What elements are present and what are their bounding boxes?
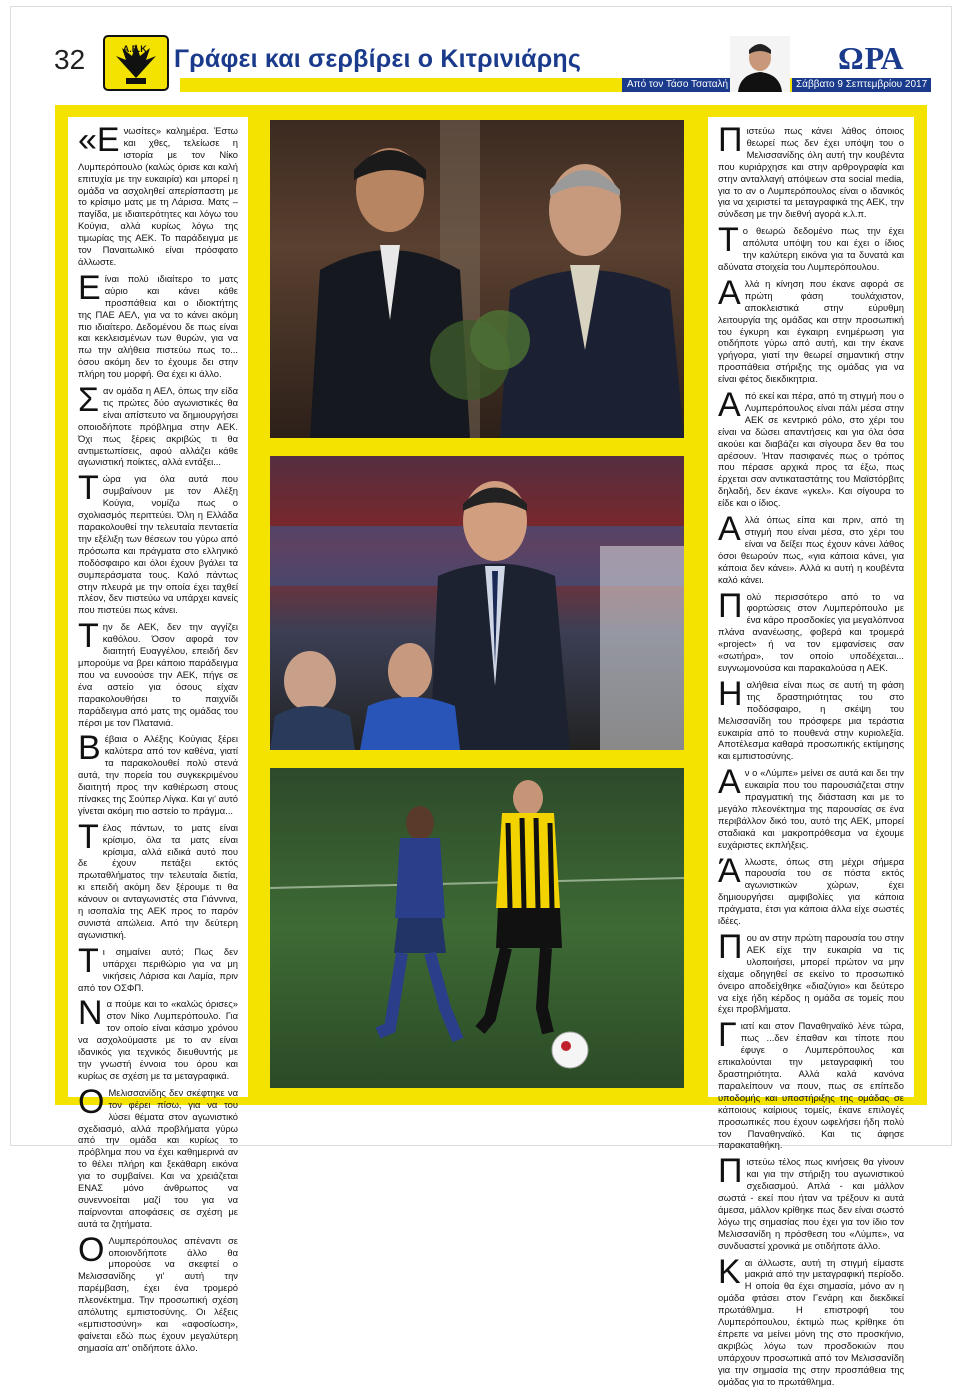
paragraph-text: αι άλλωστε, αυτή τη στιγμή είμαστε μακριά από την μεταγραφική περίοδο. Η οποία θα έχει σημασία, μόνο αν η ομάδα φτάσει στον Γενάρη και διεκδικεί πρωτάθλημα. Η επιστροφή του Λυμπερόπουλου, έκτιμώ πως κρίθηκε ότι έπρεπε να μείνει μόνη της στο προσκήνιο, ακριβώς λόγω των προσδοκιών που υπάρχουν προσωπικά από τον Μελισσανίδη για την σημασία της στην προσπάθεια της ομάδας για το πρωτάθλημα. [718,1256,904,1387]
aek-eagle-logo [104,36,168,90]
photo-football-match [270,768,684,1088]
paragraph-text: λλωστε, όπως στη μέχρι σήμερα παρουσία του σε πόστα εκτός αγωνιστικών χώρων, έχει δημιουργήσει αμφιβολίες για κάποια πράγματα, έτσι για κάποια άλλα είχε σωστές ιδέες. [718,855,904,927]
paragraph [718,1252,904,1388]
dropcap: Ά [718,851,741,890]
paragraph [718,586,904,674]
paragraph-text: αλήθεια είναι πως σε αυτή τη φάση της δραστηριότητας του στο ποδόσφαιρο, η σκέψη του Μελισσανίδη του πρόσφερε μια τεράστια ευκαιρία από το πουθενά στην κυριολεξία. Αποτέλεσμα καθαρά προσωπικής εκτίμησης και εμπιστοσύνης. [718,678,904,762]
paragraph-text: ιστεύω τέλος πως κινήσεις θα γίνουν και για την στήριξη του αγωνιστικού σχεδιασμού. Απλά - και μάλλον σωστά - εκεί που ήταν να τρέξουν κι αυτά άμεσα, μάλλον κρίθηκε πως δεν είναι σωστό λόγω της σημασίας που έχει για τον ίδιο τον Μελισσανίδη η πρόσθεση του «Λύμπε», να συνδυαστεί χρονικά με οτιδήποτε άλλο. [718,1156,904,1251]
dropcap: Π [718,586,743,625]
paragraph-text: ίναι πολύ ιδιαίτερο το ματς αύριο και κάνει κάθε προσπάθεια και ο ιδιοκτήτης της ΠΑΕ ΑΕΛ, για να το κάνει ακόμη πιο ιδιαίτερο. Δεδομένου δε πως είναι και κεκλεισμένων των θυρών, για να πω την αλήθεια πιστεύω πως το... όσου ακόμη δεν το έχουμε δει στην πλήρη του μορφή. Θα έχει κι άλλο. [78,272,238,380]
dropcap: Ο [78,1082,105,1121]
paragraph-text: έβαια ο Αλέξης Κούγιας ξέρει καλύτερα από τον καθένα, γιατί τα παρακολουθεί πολύ στενά αυτά, την πορεία του συγκεκριμένου διαιτητή προς την καθιέρωση στους πίνακες της Σούπερ Λίγκα. Και γι' αυτό γίνεται ακόμη πιο αστείο το πράγμα... [78,733,239,816]
dropcap: Ε [78,268,101,307]
newspaper-brand: ΩΡΑ [838,40,905,76]
paragraph [718,221,904,273]
publication-date: Σάββατο 9 Σεπτεμβρίου 2017 [792,78,931,92]
paragraph [78,994,238,1081]
dropcap: Α [718,510,741,549]
paragraph-text: λλά η κίνηση που έκανε αφορά σε πρώτη φάση τουλάχιστον, αποκλειστικά στην εύρυθμη λειτουργία της ομάδας και στην προσωπική του έγκυρη και έγκαιρη ενημέρωση για οτιδήποτε γύρω από αυτή, και την έκανε γρήγορα, γιατί την θεωρεί σημαντική στην προσπάθεια στήριξης της ομάδας για να είναι φέτος διεκδικητρια. [718,277,904,385]
paragraph-text: Μελισσανίδης δεν σκέφτηκε να τον φέρει πίσω, για να του λύσει θέματα στον αγωνιστικό σχεδιασμό, αλλά προβλήματα γύρω από την ομάδα και κυρίως το πρόβλημα που να έχει καθημερινά αν το θέλει πλήρη και ξεκάθαρη εικόνα για το συμβαίνει. Και να χρειάζεται ΕΝΑΣ μόνο άνθρωπος να συνεννοείται μαζί του για να παίρνονται αποφάσεις σε σχέση με αυτά τα ζητήματα. [78,1086,238,1229]
paragraph-text: ολύ περισσότερο από το να φορτώσεις στον Λυμπερόπουλο με ένα κάρο προσδοκίες για μεγαλόπνοα πλάνα ανανέωσης, φοβερά και τρομερά «project» ή να τον εμφανίσεις σαν «σωτήρα», τον οποίο υποδέχεται... ευγνωμονούσα και παρακαλούσα η ΑΕΚ. [718,590,904,673]
photo-stadium-art [270,456,684,750]
paragraph [718,1152,904,1251]
paragraph [718,1016,904,1151]
photo-football-art [270,768,684,1088]
paragraph-text: ην δε ΑΕΚ, δεν την αγγίζει καθόλου. Όσον αφορά τον διαιτητή Ευαγγέλου, επειδή δεν μπορούμε να βρει κάποιο παράδειγμα που να ευνοούσε την ΑΕΚ, πήγε σε ένα αστείο για όσους είχαν παρακολουθήσει το παιχνίδι παράδειγμα από ματς της ομάδας του πέρσι με τον Πλατανιά. [78,621,238,728]
dropcap: Γ [718,1016,737,1055]
dropcap: Τ [78,941,99,980]
paragraph-text: αν ομάδα η ΑΕΛ, όπως την είδα τις πρώτες δύο αγωνιστικές θα είναι απίστευτο να δημιουργήσει οποιοδήποτε πρόβλημα στην ΑΕΚ. Όχι πως ξέρεις ακριβώς τι θα αντιμετωπίσεις, αφού αλλάζει κάθε αγωνιστική ποίκτες, αλλά εντάξει... [78,385,238,468]
paragraph-text: λλά όπως είπα και πριν, από τη στιγμή που είναι μέσα, στο χέρι του είναι να δείξει πως έχουν κάνει λάθος όσοι θεωρούν πως, «για κάποια κάνει, για κάποια δεν κάνει». Αλλά κι αυτή η κουβέντα καλό κάνει. [718,514,904,585]
page-number: 32 [54,44,86,75]
photo-stadium-man [270,456,684,750]
dropcap: Α [718,273,741,312]
paragraph [78,817,238,941]
paragraph-text: α πούμε και το «καλώς όρισες» στον Νίκο Λυμπερόπουλο. Για τον οποίο είναι κάσιμο χρόνου να ασχολούμαστε με το αν είναι ιδανικός για τεχνικός διευθυντής με την γνωστή έννοια του όρου και κυρίως σε σχέση με τα μεταγραφικά. [78,998,238,1081]
aek-logo-text: Α.Ε.Κ. [122,44,150,54]
paragraph [78,1082,238,1230]
dropcap: Σ [78,381,100,420]
dropcap: Τ [78,469,99,508]
paragraph [78,617,238,728]
right-text-column [708,117,914,1387]
paragraph [78,941,238,994]
paragraph [78,1230,238,1354]
paragraph [78,381,238,468]
dropcap: Η [718,674,743,713]
paragraph [718,928,904,1015]
paragraph-text: ν ο «Λύμπε» μείνει σε αυτά και δει την ευκαιρία που του παρουσιάζεται στην πραγματική της διάσταση και με το μεγάλο πλεονέκτημα της παρουσίας σε ένα περιβάλλον δικό του, αυτό της ΑΕΚ, μπορεί σταδιακά και μακροπρόθεσμα να έχουμε ευχάριστες εκπλήξεις. [718,767,904,850]
paragraph-text: πό εκεί και πέρα, από τη στιγμή που ο Λυμπερόπουλος είναι πάλι μέσα στην ΑΕΚ σε κεντρικό ρόλο, στο χέρι του είναι να δώσει απαντήσεις και για όλα όσα ακούει και διαβάζει και σίγουρα δεν θα του αρέσουν. Ήταν πασιφανές πως ο τρόπος που πέρασε αρχικά προς τα έξω, πως έρχεται σαν αντικαταστάτης του Μαϊστόρβιτς δηλαδή, δεν έκανε «γκελ». Και σίγουρα το είδε και ο ίδιος. [718,390,904,509]
dropcap: Τ [78,617,99,656]
paragraph [718,851,904,927]
paragraph-text: νωσίτες» καλημέρα. Έστω και χθες, τελείωσε η ιστορία με τον Νίκο Λυμπερόπουλο (καλώς όρισε και καλή επιτυχία με την ευκαιρία) και μπορεί η ομάδα να ασχοληθεί απερίσπαστη με το κρίσιμο ματς με τη Λάρισα. Ματς – παγίδα, με ιδιαιτερότητες και λόγω του Κούγια, αλλά κυρίως λόγω της τιμωρίας της ΑΕΚ. Το παράδειγμα με τον Παναιτωλικό είναι πρόσφατο άλλωστε. [78,125,238,267]
paragraph [718,386,904,509]
paragraph-text: ιατί και στον Παναθηναϊκό λένε τώρα, πως ...δεν έπαθαν και τίποτε που έφυγε ο Λυμπερόπουλος και επικαλούνται την μεταγραφική του δραστηριότητα. Αλλά καλά κανόνα παραλείπουν να πουν, πως σε επίπεδο υποδομής και υποστήριξης της ομάδας σε κάποιους καίριους τομείς, έκανε επιλογές προσωπικές που έχουν ωφελήσει ήδη πολύ τον Παναθηναϊκό. Και τις άφησε παρακαταθήκη. [718,1020,904,1151]
paragraph-text: έλος πάντων, το ματς είναι κρίσιμο, όλα τα ματς είναι κρίσιμα, αλλά ειδικά αυτό που δε έχουν πετάξει εκτός πρωταθλήματος την τελευταία διετία, κι επειδή ακόμη δεν ξέρουμε τι θα κάνουν οι ανταγωνιστές στα Γιάννινα, η ισοπαλία της ΑΕΚ προς το παρόν συνιστά απώλεια. Από την δεύτερη αγωνιστική. [78,821,238,940]
article-headline: Γράφει και σερβίρει ο Κιτρινιάρης [174,45,582,73]
paragraph-text: Λυμπερόπουλος απέναντι σε οποιονδήποτε άλλο θα μπορούσε να σκεφτεί ο Μελισσανίδης γι' αυτή την παρέμβαση, έχει ένα τρομερό πλεονέκτημα. Την προσωπική σχέση απόλυτης εμπιστοσύνης. Οι λέξεις «εμπιστοσύνη» και «αφοσίωση», φαίνεται εδώ πως έχουν μεγαλύτερη σημασία απ' οτιδήποτε άλλο. [78,1234,238,1353]
paragraph [718,510,904,585]
dropcap: Τ [718,221,739,260]
dropcap: Ν [78,994,103,1033]
paragraph-text: ο θεωρώ δεδομένο πως την έχει απόλυτα υπόψη του και έχει ο ίδιος την καλύτερη εικόνα για τα δυνατά και αδύνατα στοιχεία του Λυμπερόπουλου. [718,225,904,272]
dropcap: Κ [718,1252,741,1291]
paragraph [718,763,904,850]
paragraph [718,674,904,762]
author-byline: Από τον Τάσο Τσαταλή [622,78,733,92]
paragraph [718,121,904,220]
dropcap: Ο [78,1230,105,1269]
paragraph [78,729,239,816]
photo-reception-art [270,120,684,438]
paragraph-text: ου αν στην πρώτη παρουσία του στην ΑΕΚ είχε την ευκαιρία να τις υλοποιήσει, μπορεί πρώτον να μην είχαμε οδηγηθεί σε εκείνο το προσωπικό όνειρο αποδείχθηκε «διαζύγιο» και δεύτερο να είχε ήδη κέρδος η ομάδα σε τομείς που έχει προβλήματα. [718,932,904,1015]
dropcap: Π [718,121,743,159]
dropcap: Α [718,386,741,425]
photo-reception [270,120,684,438]
page-header [50,32,930,94]
dropcap: Π [718,1152,743,1191]
dropcap: Τ [78,817,99,856]
left-text-column [68,117,248,1353]
paragraph-text: ι σημαίνει αυτό; Πως δεν υπάρχει περιθώριο για να μη νικήσεις Λάρισα και Λαμία, πριν από τον ΟΣΦΠ. [78,945,238,993]
paragraph [718,273,904,385]
dropcap: Β [78,729,101,768]
paragraph-text: ώρα για όλα αυτά που συμβαίνουν με τον Αλέξη Κούγια, νομίζω πως ο σχολιασμός περιττεύει. Όλη η Ελλάδα παρακολουθεί την τελευταία πενταετία την εξέλιξη των θέσεων του γύρω από πρόσωπα και πράγματα στο ελληνικό ποδόσφαιρο και όλοι έχουν βγάλει τα συμπεράσματα τους. Καλό πάντως στην πλευρά με την οποία έχει ταχθεί πλέον, δεν πιστεύω να υπάρχει κανείς που πιστεύει πως κάνει. [78,473,238,616]
dropcap: Α [718,763,741,802]
paragraph [78,121,238,268]
dropcap: Π [718,928,743,966]
author-photo [730,36,790,92]
paragraph-text: ιστεύω πως κάνει λάθος όποιος θεωρεί πως δεν έχει υπόψη του ο Μελισσανίδης όλη αυτή την κουβέντα που κυριάρχησε και στην αρθρογραφία και στην ανταλλαγή απόψεων στα social media, για το αν ο Λυμπερόπουλος είναι ο ιδανικός για να χειριστεί τα μεταγραφικά της ΑΕΚ, την σύνδεση με την διεθνή αγορά κ.λ.π. [718,125,904,220]
paragraph [78,469,238,616]
dropcap: «Ε [78,121,120,159]
paragraph [78,268,238,380]
